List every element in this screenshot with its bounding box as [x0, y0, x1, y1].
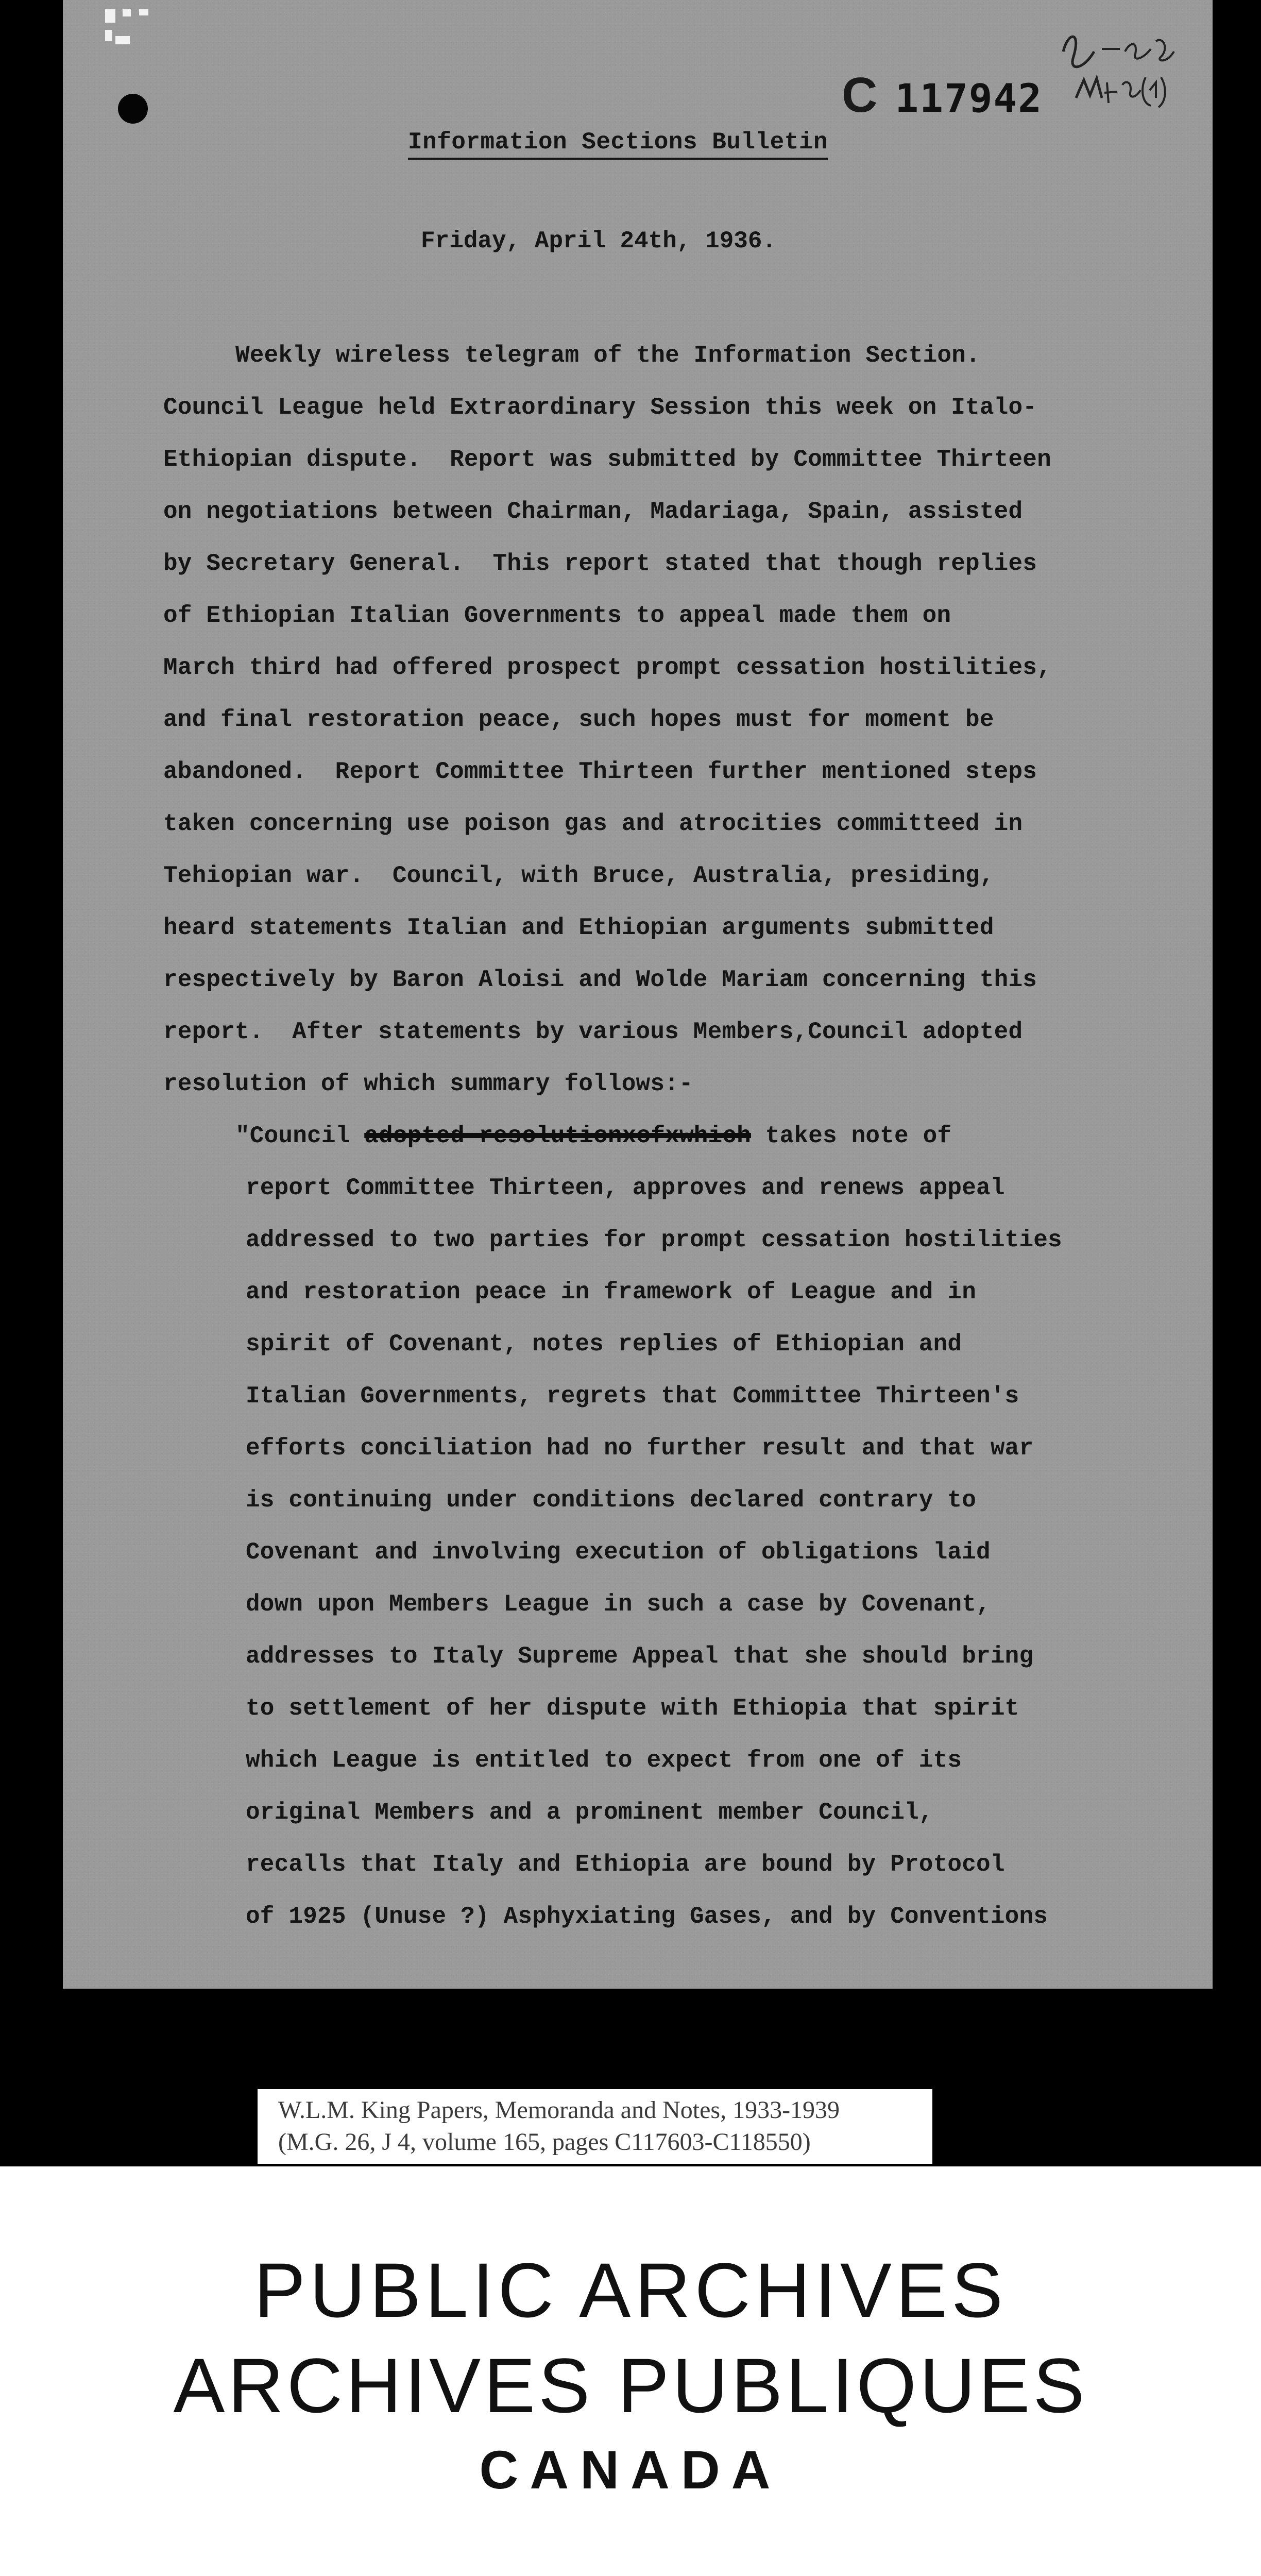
quote-open: "Council [235, 1123, 350, 1149]
body-line: by Secretary General. This report stated that though replies [163, 550, 1037, 577]
quote-line: is continuing under conditions declared contrary to [246, 1487, 977, 1514]
quote-line: original Members and a prominent member Council, [246, 1799, 933, 1826]
body-line: of Ethiopian Italian Governments to appeal made them on [163, 602, 951, 629]
quote-line: Covenant and involving execution of obligations laid [246, 1539, 991, 1566]
public-archives-card [0, 2166, 1261, 2576]
registration-marks [105, 9, 151, 56]
quote-line: of 1925 (Unuse ?) Asphyxiating Gases, and by Conventions [246, 1903, 1048, 1930]
catalog-label-line-1: W.L.M. King Papers, Memoranda and Notes, 1933-1939 [278, 2096, 840, 2124]
struck-out-text: adopted resolutionxofxwhich [364, 1123, 751, 1149]
quote-first-line [163, 1110, 1188, 1162]
bulletin-date: Friday, April 24th, 1936. [421, 228, 777, 255]
archives-heading-french: ARCHIVES PUBLIQUES [173, 2342, 1088, 2429]
body-line: abandoned. Report Committee Thirteen further mentioned steps [163, 758, 1037, 785]
quote-line: report Committee Thirteen, approves and renews appeal [246, 1175, 1005, 1201]
body-line: taken concerning use poison gas and atrocities committeed in [163, 810, 1023, 837]
catalog-label-line-2: (M.G. 26, J 4, volume 165, pages C117603-C118550) [278, 2128, 811, 2156]
handwritten-annotation [1053, 21, 1182, 124]
punch-hole [118, 94, 148, 124]
body-line: Ethiopian dispute. Report was submitted by Committee Thirteen [163, 446, 1051, 473]
body-line: respectively by Baron Aloisi and Wolde Mariam concerning this [163, 967, 1037, 993]
quote-line: recalls that Italy and Ethiopia are bound by Protocol [246, 1851, 1005, 1878]
quote-line: Italian Governments, regrets that Committee Thirteen's [246, 1383, 1019, 1410]
quote-line: down upon Members League in such a case by Covenant, [246, 1591, 991, 1618]
body-line: report. After statements by various Members,Council adopted [163, 1019, 1023, 1045]
quote-line: and restoration peace in framework of League and in [246, 1279, 977, 1306]
document-number: 117942 [895, 75, 1043, 121]
quote-line: spirit of Covenant, notes replies of Ethiopian and [246, 1331, 962, 1358]
body-line: March third had offered prospect prompt cessation hostilities, [163, 654, 1051, 681]
c-mark: C [842, 67, 878, 123]
body-line: Tehiopian war. Council, with Bruce, Australia, presiding, [163, 862, 994, 889]
body-line: resolution of which summary follows:- [163, 1071, 693, 1097]
catalog-label [258, 2089, 932, 2164]
quote-line: which League is entitled to expect from one of its [246, 1747, 962, 1774]
body-line: heard statements Italian and Ethiopian arguments submitted [163, 914, 994, 941]
body-line: Weekly wireless telegram of the Information Section. [235, 342, 980, 369]
body-line: Council League held Extraordinary Session this week on Italo- [163, 394, 1037, 421]
typed-body [163, 330, 1188, 1943]
quote-line: addressed to two parties for prompt cessation hostilities [246, 1227, 1062, 1253]
body-line: and final restoration peace, such hopes must for moment be [163, 706, 994, 733]
body-line: on negotiations between Chairman, Madariaga, Spain, assisted [163, 498, 1023, 525]
quote-rest: takes note of [765, 1123, 952, 1149]
archives-heading-english: PUBLIC ARCHIVES [253, 2247, 1008, 2333]
bulletin-title: Information Sections Bulletin [408, 129, 828, 156]
quote-line: efforts conciliation had no further result and that war [246, 1435, 1034, 1462]
quote-line: to settlement of her dispute with Ethiopia that spirit [246, 1695, 1019, 1722]
archives-country: CANADA [479, 2440, 782, 2500]
document-number-stamp [842, 67, 1043, 124]
quote-line: addresses to Italy Supreme Appeal that she should bring [246, 1643, 1034, 1670]
scanned-document-page [63, 0, 1213, 1989]
